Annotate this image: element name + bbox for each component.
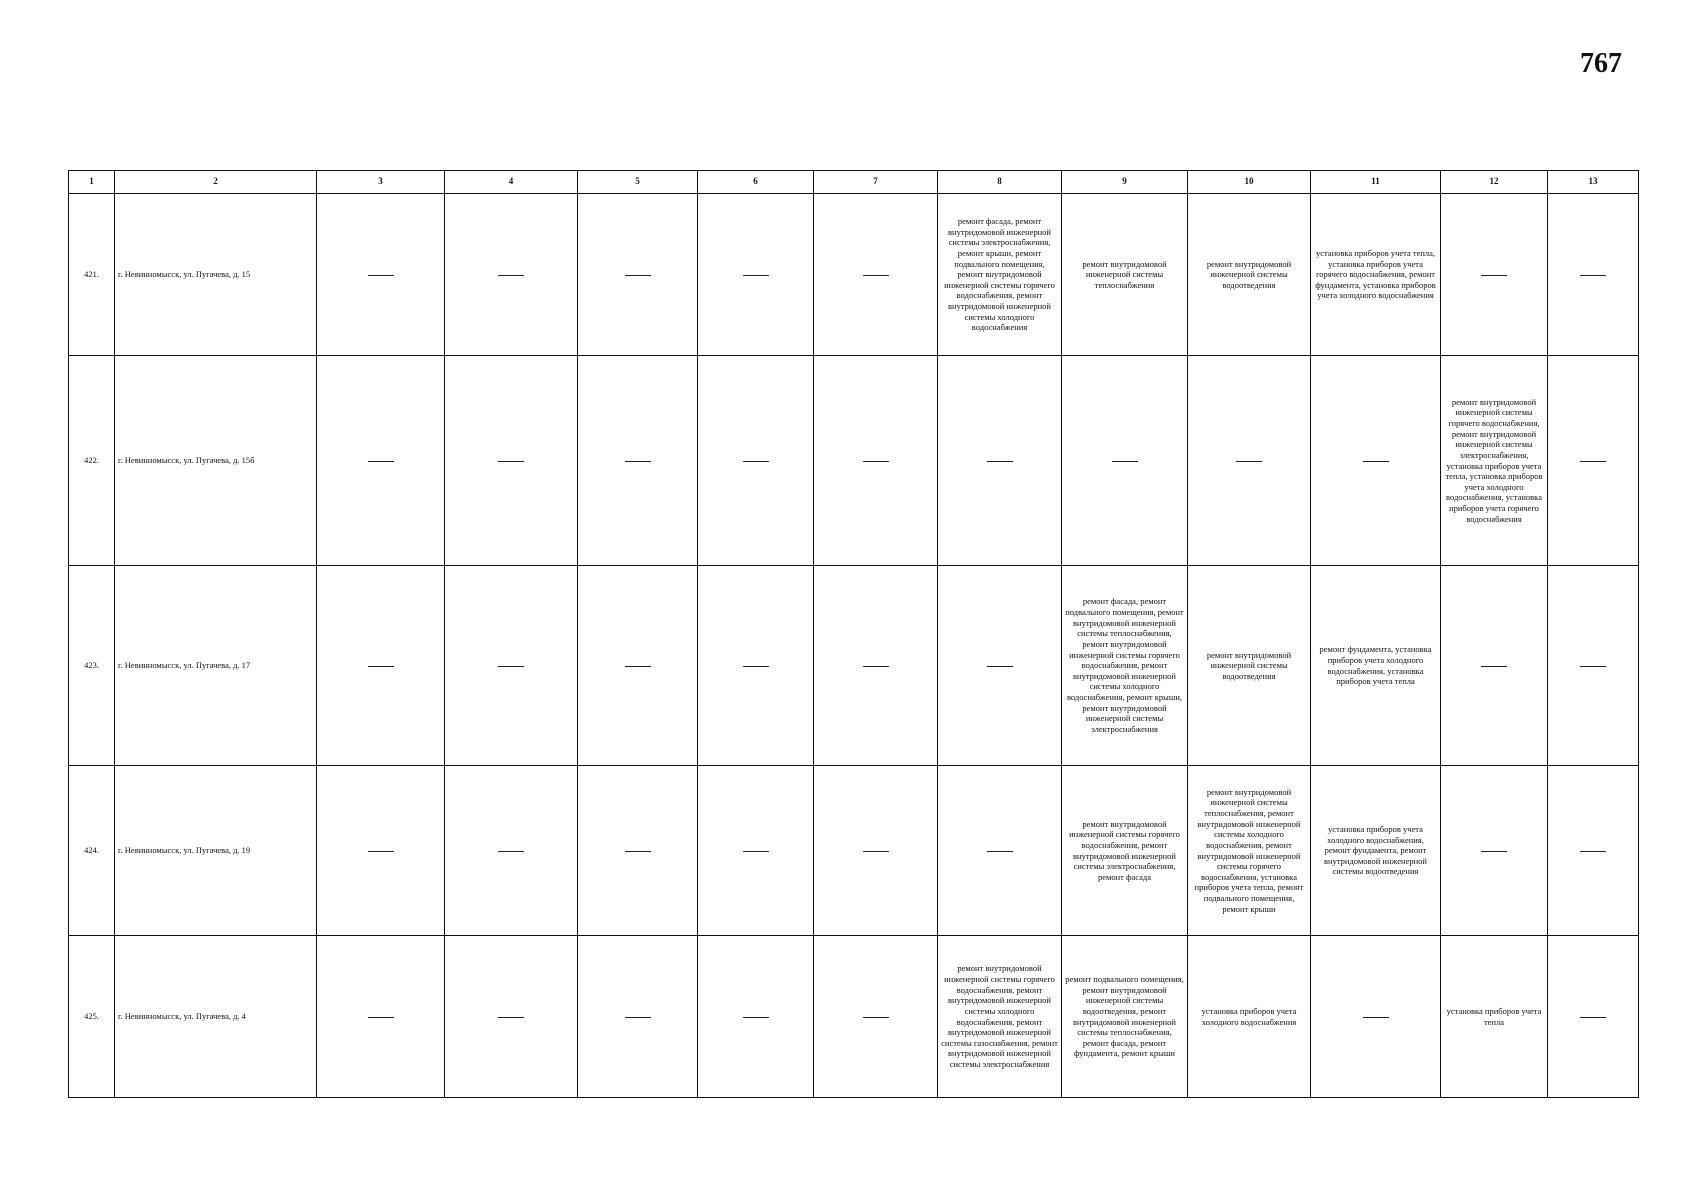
dash-mark [743, 851, 769, 852]
col-header: 4 [445, 171, 578, 194]
empty-cell [698, 194, 814, 356]
dash-mark [498, 851, 524, 852]
col-header: 2 [115, 171, 317, 194]
dash-mark [1236, 461, 1262, 462]
dash-mark [1481, 275, 1507, 276]
work-description-cell [1188, 936, 1311, 1098]
empty-cell [317, 566, 445, 766]
work-description: установка приборов учета тепла, установка приборов учета горячего водоснабжения, ремонт фундамента, установка приборов учета холодного водоснабжения [1315, 247, 1436, 301]
work-description: ремонт внутридомовой инженерной системы теплоснабжения [1082, 258, 1167, 290]
address-cell: г. Невинномысск, ул. Пугачева, д. 15б [115, 356, 317, 566]
empty-cell [578, 194, 698, 356]
dash-mark [743, 275, 769, 276]
dash-mark [1481, 851, 1507, 852]
dash-mark [1363, 461, 1389, 462]
empty-cell [317, 766, 445, 936]
dash-mark [368, 851, 394, 852]
header-row [69, 171, 1639, 194]
work-description: ремонт фасада, ремонт внутридомовой инженерной системы электроснабжения, ремонт крыши, ремонт подвального помещения, ремонт внутридомовой инженерной системы горячего водоснабжения, ремонт внутридомовой инженерной системы холодного водоснабжения [944, 216, 1055, 333]
dash-mark [498, 666, 524, 667]
work-description-cell [1062, 566, 1188, 766]
empty-cell [445, 356, 578, 566]
empty-cell [1548, 766, 1639, 936]
empty-cell [578, 766, 698, 936]
dash-mark [1580, 666, 1606, 667]
dash-mark [743, 666, 769, 667]
address-cell: г. Невинномысск, ул. Пугачева, д. 19 [115, 766, 317, 936]
page-number: 767 [1580, 48, 1622, 79]
col-header: 11 [1311, 171, 1441, 194]
empty-cell [814, 936, 938, 1098]
dash-mark [625, 1017, 651, 1018]
empty-cell [814, 356, 938, 566]
work-description-cell [938, 936, 1062, 1098]
empty-cell [1188, 356, 1311, 566]
empty-cell [1548, 356, 1639, 566]
row-number: 421. [69, 194, 115, 356]
dash-mark [1481, 666, 1507, 667]
capital-repair-table [68, 170, 1639, 1098]
work-description: установка приборов учета холодного водоснабжения [1201, 1005, 1297, 1027]
work-description-cell [938, 194, 1062, 356]
dash-mark [987, 851, 1013, 852]
work-description: ремонт внутридомовой инженерной системы горячего водоснабжения, ремонт внутридомовой инженерной системы холодного водоснабжения, ремонт внутридомовой инженерной системы газоснабжения, ремонт внутридомовой инженерной системы электроснабжения [941, 963, 1058, 1069]
empty-cell [445, 936, 578, 1098]
dash-mark [987, 666, 1013, 667]
table-row [69, 194, 1639, 356]
empty-cell [317, 194, 445, 356]
table-row [69, 566, 1639, 766]
dash-mark [498, 1017, 524, 1018]
table-row [69, 936, 1639, 1098]
work-description-cell [1441, 936, 1548, 1098]
dash-mark [498, 275, 524, 276]
work-description: ремонт внутридомовой инженерной системы теплоснабжения, ремонт внутридомовой инженерной системы холодного водоснабжения, ремонт внутридомовой инженерной системы горячего водоснабжения, установка приборов учета тепла, ремонт подвального помещения, ремонт крыши [1194, 786, 1304, 914]
work-description-cell [1311, 194, 1441, 356]
col-header: 8 [938, 171, 1062, 194]
work-description: установка приборов учета тепла [1446, 1005, 1542, 1027]
empty-cell [445, 766, 578, 936]
work-description-cell [1062, 194, 1188, 356]
empty-cell [1441, 566, 1548, 766]
empty-cell [814, 766, 938, 936]
work-description: ремонт внутридомовой инженерной системы водоотведения [1206, 649, 1292, 681]
row-number: 424. [69, 766, 115, 936]
empty-cell [938, 566, 1062, 766]
dash-mark [1580, 1017, 1606, 1018]
empty-cell [1548, 194, 1639, 356]
work-description: ремонт подвального помещения, ремонт внутридомовой инженерной системы водоотведения, ремонт внутридомовой инженерной системы теплоснабжения, ремонт фасада, ремонт фундамента, ремонт крыши [1065, 974, 1184, 1059]
table-row [69, 766, 1639, 936]
dash-mark [368, 1017, 394, 1018]
dash-mark [368, 275, 394, 276]
col-header: 3 [317, 171, 445, 194]
dash-mark [863, 666, 889, 667]
dash-mark [987, 461, 1013, 462]
empty-cell [698, 936, 814, 1098]
empty-cell [814, 194, 938, 356]
address-cell: г. Невинномысск, ул. Пугачева, д. 15 [115, 194, 317, 356]
dash-mark [625, 666, 651, 667]
dash-mark [1363, 1017, 1389, 1018]
empty-cell [578, 936, 698, 1098]
dash-mark [743, 461, 769, 462]
dash-mark [498, 461, 524, 462]
empty-cell [698, 566, 814, 766]
dash-mark [368, 666, 394, 667]
empty-cell [317, 936, 445, 1098]
address-cell: г. Невинномысск, ул. Пугачева, д. 17 [115, 566, 317, 766]
dash-mark [1112, 461, 1138, 462]
empty-cell [814, 566, 938, 766]
work-description-cell [1062, 936, 1188, 1098]
empty-cell [1548, 566, 1639, 766]
empty-cell [1548, 936, 1639, 1098]
empty-cell [1311, 936, 1441, 1098]
col-header: 7 [814, 171, 938, 194]
col-header: 1 [69, 171, 115, 194]
work-description: ремонт фасада, ремонт подвального помещения, ремонт внутридомовой инженерной системы теплоснабжения, ремонт внутридомовой инженерной системы горячего водоснабжения, ремонт внутридомовой инженерной системы холодного водоснабжения, ремонт крыши, ремонт внутридомовой инженерной системы электроснабжения [1065, 596, 1184, 734]
dash-mark [863, 461, 889, 462]
work-description-cell [1311, 766, 1441, 936]
work-description: установка приборов учета холодного водоснабжения, ремонт фундамента, ремонт внутридомовой инженерной системы водоотведения [1324, 823, 1427, 877]
empty-cell [698, 356, 814, 566]
dash-mark [1580, 461, 1606, 462]
work-description-cell [1311, 566, 1441, 766]
table-row [69, 356, 1639, 566]
empty-cell [1441, 194, 1548, 356]
dash-mark [625, 461, 651, 462]
work-description-cell [1062, 766, 1188, 936]
work-description-cell [1188, 766, 1311, 936]
work-description: ремонт внутридомовой инженерной системы горячего водоснабжения, ремонт внутридомовой инженерной системы электроснабжения, установка приборов учета тепла, установка приборов учета холодного водоснабжения, установка приборов учета горячего водоснабжения [1445, 396, 1543, 524]
dash-mark [1580, 275, 1606, 276]
dash-mark [1580, 851, 1606, 852]
empty-cell [317, 356, 445, 566]
work-description-cell [1188, 194, 1311, 356]
address-cell: г. Невинномысск, ул. Пугачева, д. 4 [115, 936, 317, 1098]
empty-cell [938, 766, 1062, 936]
work-description: ремонт внутридомовой инженерной системы водоотведения [1206, 258, 1292, 290]
col-header: 5 [578, 171, 698, 194]
col-header: 13 [1548, 171, 1639, 194]
col-header: 9 [1062, 171, 1188, 194]
empty-cell [578, 566, 698, 766]
col-header: 12 [1441, 171, 1548, 194]
work-description-cell [1441, 356, 1548, 566]
dash-mark [625, 275, 651, 276]
dash-mark [863, 275, 889, 276]
empty-cell [1441, 766, 1548, 936]
dash-mark [863, 1017, 889, 1018]
dash-mark [368, 461, 394, 462]
work-description: ремонт внутридомовой инженерной системы горячего водоснабжения, ремонт внутридомовой инженерной системы электроснабжения, ремонт фасада [1069, 818, 1180, 882]
dash-mark [863, 851, 889, 852]
work-description-cell [1188, 566, 1311, 766]
dash-mark [625, 851, 651, 852]
empty-cell [578, 356, 698, 566]
empty-cell [938, 356, 1062, 566]
work-description: ремонт фундамента, установка приборов учета холодного водоснабжения, установка приборов учета тепла [1319, 644, 1432, 687]
col-header: 10 [1188, 171, 1311, 194]
dash-mark [743, 1017, 769, 1018]
row-number: 423. [69, 566, 115, 766]
empty-cell [698, 766, 814, 936]
empty-cell [1062, 356, 1188, 566]
empty-cell [1311, 356, 1441, 566]
row-number: 422. [69, 356, 115, 566]
col-header: 6 [698, 171, 814, 194]
empty-cell [445, 194, 578, 356]
row-number: 425. [69, 936, 115, 1098]
empty-cell [445, 566, 578, 766]
